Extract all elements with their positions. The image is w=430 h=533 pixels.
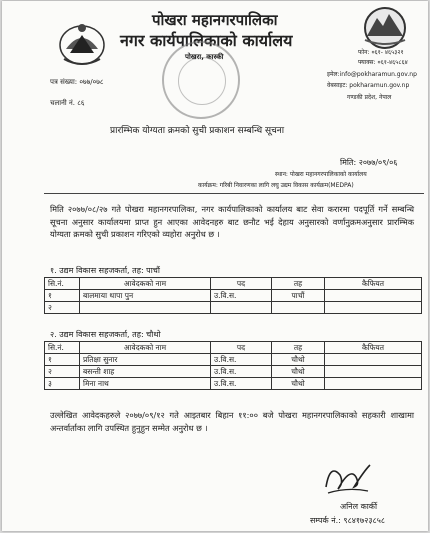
- table-header-row: [45, 342, 422, 354]
- col-serial: सि.नं.: [45, 342, 80, 354]
- section1-heading: १. उद्यम विकास सहजकर्ता, तह: पाचौं: [50, 266, 160, 275]
- nepal-emblem-icon: [56, 19, 108, 69]
- notice-date: मिति: २०७७/०९/०६: [340, 158, 398, 167]
- cell: चौथो: [272, 366, 325, 378]
- office-stamp: [162, 41, 240, 119]
- cell: चौथो: [272, 354, 325, 366]
- notice-place: स्थान: पोखरा महानगरपालिकाको कार्यालय: [275, 171, 367, 178]
- section2-heading: २. उद्यम विकास सहजकर्ता, तह: चौथो: [50, 330, 161, 339]
- website: वेबसाइट: pokharamun.gov.np: [327, 82, 410, 89]
- dispatch-number: चलानी नं. ८६: [50, 99, 85, 107]
- cell: बसन्ती शाह: [80, 366, 211, 378]
- cell: चौथो: [272, 378, 325, 390]
- table-row: [45, 366, 422, 378]
- col-post: पद: [211, 342, 272, 354]
- col-serial: सि.नं.: [45, 278, 80, 290]
- signature: [320, 457, 376, 499]
- divider-line: [44, 193, 424, 194]
- cell: [325, 378, 422, 390]
- col-level: तह: [272, 278, 325, 290]
- col-post: पद: [211, 278, 272, 290]
- phone-1: फोन: ०६१- ४६५३२१: [358, 49, 404, 56]
- cell: [211, 302, 272, 314]
- province: गण्डकी प्रदेश, नेपाल: [347, 94, 392, 101]
- cell: उ.वि.स.: [211, 354, 272, 366]
- office-name: नगर कार्यपालिकाको कार्यालय: [120, 31, 293, 50]
- cell: २: [45, 302, 80, 314]
- cell: [272, 302, 325, 314]
- table-row: [45, 378, 422, 390]
- cell: उ.वि.स.: [211, 378, 272, 390]
- col-remarks: कैफियत: [325, 342, 422, 354]
- notice-paragraph: मिति २०७७/०८/२७ गते पोखरा महानगरपालिका, नगर कार्यपालिकाको कार्यालय बाट सेवा करारमा पदपूर्ति गर्ने सम्बन्धि सूचना अनुसार कार्यालयमा प्राप्त हुन आएका आवेदनहरु बाट छनौट भई देहाय अनुसारको वर्णानुक्रमअनुसार प्रारम्भिक योग्यता क्रमको सुची प्रकाशन गरिएको व्यहोरा अनुरोध छ ।: [50, 204, 414, 239]
- phone-2: फ्याक्स: ०६१-४६५८६४: [358, 59, 408, 66]
- section1-table: [44, 277, 422, 314]
- closing-paragraph: उल्लेखित आवेदकहरुले २०७७/०९/१२ गते आइतबार बिहान ११:०० बजे पोखरा महानगरपालिकाको सहकारी शाखामा अन्तर्वार्ताका लागि उपस्थित हुनुहुन सम्मेत अनुरोध छ ।: [50, 410, 414, 433]
- cell: [325, 290, 422, 302]
- signer-phone: सम्पर्क नं.: ९८४१७२३८५८: [310, 516, 386, 525]
- cell: [325, 366, 422, 378]
- table-row: [45, 290, 422, 302]
- municipality-logo-icon: [359, 4, 411, 54]
- notice-title: प्रारम्भिक योग्यता क्रमको सुची प्रकाशन सम्बन्धि सूचना: [110, 126, 285, 136]
- cell: बालमाया थापा पुन: [80, 290, 211, 302]
- section2-table: [44, 341, 422, 390]
- cell: [325, 354, 422, 366]
- table-header-row: [45, 278, 422, 290]
- email: इमेल:info@pokharamun.gov.np: [327, 71, 417, 78]
- col-remarks: कैफियत: [325, 278, 422, 290]
- cell: [325, 302, 422, 314]
- table-row: [45, 354, 422, 366]
- letter-number: पत्र संख्या: ०७७/०७८: [50, 78, 104, 86]
- cell: १: [45, 290, 80, 302]
- org-name: पोखरा महानगरपालिका: [152, 11, 278, 29]
- cell: पाचौं: [272, 290, 325, 302]
- cell: [80, 302, 211, 314]
- notice-program: कार्यक्रम: गरिबी निवारणका लागि लघु उद्यम विकास कार्यक्रम(MEDPA): [198, 182, 354, 189]
- cell: १: [45, 354, 80, 366]
- cell: ३: [45, 378, 80, 390]
- table-row: [45, 302, 422, 314]
- cell: २: [45, 366, 80, 378]
- notice-page: [2, 1, 428, 531]
- office-sub: पोखरा, कास्की: [185, 53, 224, 61]
- col-name: आवेदकको नाम: [80, 342, 211, 354]
- cell: मिना नाथ: [80, 378, 211, 390]
- cell: उ.वि.स.: [211, 366, 272, 378]
- signer-name: अनिल कार्की: [340, 502, 378, 511]
- col-name: आवेदकको नाम: [80, 278, 211, 290]
- cell: प्रतिक्षा सुनार: [80, 354, 211, 366]
- cell: उ.वि.स.: [211, 290, 272, 302]
- col-level: तह: [272, 342, 325, 354]
